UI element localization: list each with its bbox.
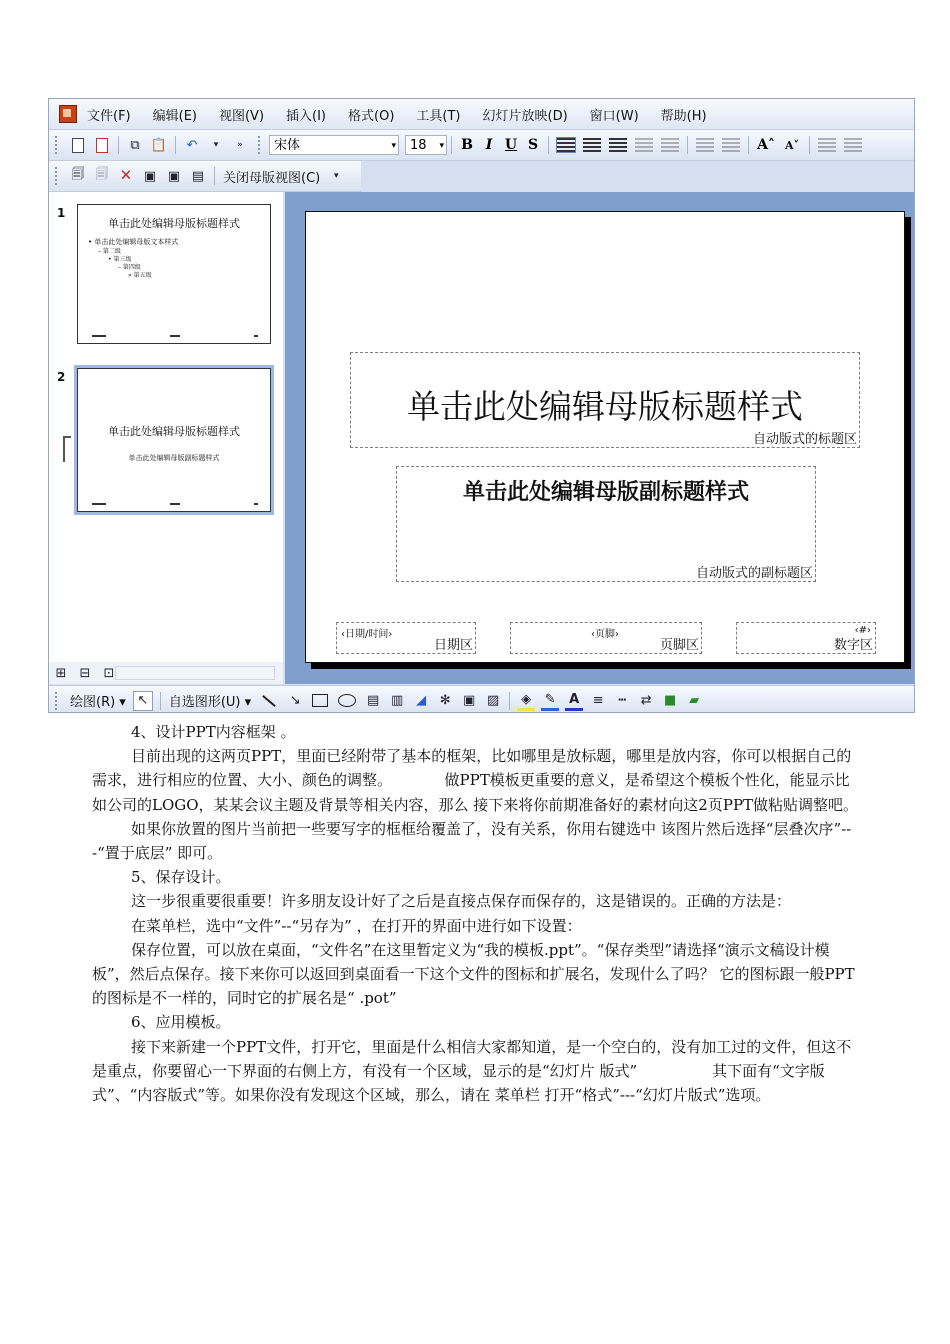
footer-area-label: 页脚区: [659, 638, 699, 653]
bold-button[interactable]: B: [461, 137, 473, 153]
increase-indent-icon[interactable]: [844, 138, 862, 152]
master-layout-icon[interactable]: ▤: [191, 168, 205, 184]
subtitle-area-label: 自动版式的副标题区: [695, 566, 813, 581]
align-center-icon[interactable]: [583, 138, 601, 152]
menu-tools[interactable]: 工具(T): [416, 108, 461, 124]
subtitle-text[interactable]: 单击此处编辑母版副标题样式: [462, 480, 749, 505]
menu-bar: [49, 99, 914, 130]
textbox-icon[interactable]: ▤: [367, 693, 380, 708]
picture-icon[interactable]: ▨: [487, 693, 500, 708]
shadow-style-icon[interactable]: ■: [664, 693, 677, 708]
body-paragraph: 如果你放置的图片当前把一些要写字的框框给覆盖了，没有关系，你用右键选中 该图片然后选择“层叠次序”---“置于底层” 即可。: [92, 819, 852, 863]
vertical-textbox-icon[interactable]: ▥: [391, 693, 404, 708]
powerpoint-app-icon[interactable]: [59, 105, 77, 123]
thumbnail-bullet: – 第四级: [118, 264, 141, 271]
3d-style-icon[interactable]: ▰: [689, 693, 700, 708]
slide-thumbnail-2[interactable]: [77, 368, 271, 512]
delete-master-icon[interactable]: 🗙: [121, 167, 131, 182]
columns-icon[interactable]: [661, 138, 679, 152]
body-paragraph: 在菜单栏，选中“文件”--“另存为” ，在打开的界面中进行如下设置：: [131, 916, 582, 935]
date-placeholder[interactable]: [336, 622, 476, 654]
toolbar-grip[interactable]: [55, 167, 60, 185]
master-view-toolbar: [49, 161, 361, 192]
thumbnail-number: 1: [57, 206, 66, 220]
line-color-icon[interactable]: ✎: [541, 690, 559, 711]
new-file-icon[interactable]: [69, 136, 87, 154]
heading-step-5: 5、保存设计。: [131, 868, 231, 887]
grow-font-button[interactable]: A˄: [757, 137, 775, 153]
copy-icon[interactable]: ⧉: [130, 137, 140, 153]
shadow-button[interactable]: S: [527, 137, 539, 153]
line-tool-icon[interactable]: [262, 695, 276, 707]
title-area-label: 自动版式的标题区: [752, 432, 857, 447]
slide-thumbnail-pane: [49, 192, 283, 662]
rectangle-tool-icon[interactable]: [312, 694, 328, 707]
preserve-master-icon[interactable]: ▣: [143, 168, 157, 184]
align-right-icon[interactable]: [609, 138, 627, 152]
autoshapes-button[interactable]: 自选图形(U) ▾: [168, 695, 252, 710]
ppt-window-screenshot: [48, 98, 915, 713]
toolbar-options-icon[interactable]: »: [237, 140, 243, 150]
thumbnail-bullet: » 第五级: [128, 272, 152, 279]
fill-color-icon[interactable]: ◈: [517, 690, 535, 711]
font-color-icon[interactable]: A: [565, 690, 583, 711]
oval-tool-icon[interactable]: [338, 694, 356, 707]
font-dropdown-icon[interactable]: ▾: [391, 141, 396, 151]
menu-file[interactable]: 文件(F): [87, 108, 131, 124]
body-paragraph: 目前出现的这两页PPT，里面已经附带了基本的框架，比如哪里是放标题，哪里是放内容，你可以根据自己的需求，进行相应的位置、大小、颜色的调整。 做PPT模板更重要的意义，是希望这个模板个性化，能显示比如公司的LOGO，某某会议主题及背景等相关内容，那么 接下来将你前期准备好的素材向这2页PPT做粘贴调整吧。: [92, 747, 859, 814]
size-dropdown-icon[interactable]: ▾: [439, 141, 444, 151]
thumbnail-bullet: • 单击此处编辑母版文本样式: [88, 238, 179, 246]
slide-thumbnail-1[interactable]: [77, 204, 271, 344]
bullets-icon[interactable]: [722, 138, 740, 152]
title-text[interactable]: 单击此处编辑母版标题样式: [407, 387, 803, 426]
thumbnail-bullet: • 第三级: [108, 256, 132, 263]
title-placeholder[interactable]: [350, 352, 860, 448]
insert-title-master-icon[interactable]: 🗐: [95, 167, 109, 182]
master-link-connector: [63, 436, 71, 462]
distribute-icon[interactable]: [635, 138, 653, 152]
toolbar-grip[interactable]: [55, 136, 60, 154]
align-left-icon[interactable]: [557, 138, 575, 152]
number-placeholder[interactable]: [736, 622, 876, 654]
undo-icon[interactable]: ↶: [186, 137, 198, 153]
formatting-toolbar: [49, 130, 914, 161]
thumbnail-title: 单击此处编辑母版标题样式: [108, 425, 240, 438]
menu-window[interactable]: 窗口(W): [589, 108, 639, 124]
menu-edit[interactable]: 编辑(E): [152, 108, 197, 124]
thumbnail-number: 2: [57, 370, 66, 384]
close-master-view-button[interactable]: 关闭母版视图(C): [223, 170, 321, 186]
toolbar-options-icon[interactable]: ▾: [333, 171, 339, 181]
horizontal-scrollbar[interactable]: [115, 666, 275, 680]
slide-master-canvas[interactable]: [305, 211, 905, 663]
paste-icon[interactable]: 📋: [150, 137, 168, 153]
rename-master-icon[interactable]: ▣: [167, 168, 181, 184]
thumbnail-subtitle: 单击此处编辑母版副标题样式: [128, 454, 220, 462]
line-style-icon[interactable]: ≡: [592, 693, 604, 708]
thumbnail-bullet: – 第二级: [98, 248, 121, 255]
footer-placeholder[interactable]: [510, 622, 702, 654]
dash-style-icon[interactable]: ┅: [618, 693, 627, 708]
subtitle-placeholder[interactable]: [396, 466, 816, 582]
slideshow-view-icon[interactable]: ⊡: [103, 665, 115, 681]
number-field: ‹#›: [854, 625, 871, 636]
menu-help[interactable]: 帮助(H): [660, 108, 707, 124]
body-paragraph: 保存位置，可以放在桌面，“文件名”在这里暂定义为“我的模板.ppt”。“保存类型”请选择“演示文稿设计模板”，然后点保存。接下来你可以返回到桌面看一下这个文件的图标和扩展名，发现什么了吗？ 它的图标跟一般PPT的图标是不一样的，同时它的扩展名是“ .pot”: [92, 940, 855, 1008]
date-field: ‹日期/时间›: [341, 629, 393, 640]
thumbnail-title: 单击此处编辑母版标题样式: [108, 217, 240, 230]
insert-slide-master-icon[interactable]: 🗐: [71, 167, 85, 182]
slide-sorter-icon[interactable]: ⊟: [79, 665, 91, 681]
draw-menu-button[interactable]: 绘图(R) ▾: [70, 695, 126, 710]
body-paragraph: 这一步很重要很重要！许多朋友设计好了之后是直接点保存而保存的，这是错误的。正确的方法是：: [131, 892, 792, 911]
heading-step-6: 6、应用模板。: [131, 1013, 231, 1032]
arrow-style-icon[interactable]: ⇄: [640, 693, 652, 708]
permission-icon[interactable]: [93, 136, 111, 154]
font-name-box[interactable]: 宋体 ▾: [269, 135, 399, 155]
footer-field: ‹页脚›: [591, 629, 619, 640]
drawing-toolbar: [49, 685, 914, 713]
body-paragraph: 接下来新建一个PPT文件，打开它，里面是什么相信大家都知道，是一个空白的，没有加工过的文件，但这不是重点，你要留心一下界面的右侧上方，有没有一个区域，显示的是“幻灯片 版式” 其下面有“文字版式”、“内容版式”等。如果你没有发现这个区域，那么，请在 菜单栏 打开“格式”---“幻灯片版式”选项。: [92, 1037, 852, 1105]
decrease-indent-icon[interactable]: [818, 138, 836, 152]
select-objects-icon[interactable]: ↖: [133, 691, 153, 711]
menu-format[interactable]: 格式(O): [348, 108, 395, 124]
toolbar-grip[interactable]: [55, 692, 60, 710]
undo-dropdown-icon[interactable]: ▾: [213, 140, 219, 150]
document-body: [92, 720, 862, 1107]
font-size-box[interactable]: 18 ▾: [405, 135, 447, 155]
underline-button[interactable]: U: [504, 137, 518, 153]
normal-view-icon[interactable]: ⊞: [55, 665, 67, 681]
wordart-icon[interactable]: ◢: [416, 693, 427, 708]
heading-step-4: 4、设计PPT内容框架 。: [131, 723, 296, 741]
number-area-label: 数字区: [833, 638, 873, 653]
menu-insert[interactable]: 插入(I): [286, 108, 327, 124]
diagram-icon[interactable]: ✻: [439, 693, 451, 708]
clipart-icon[interactable]: ▣: [463, 693, 476, 708]
menu-view[interactable]: 视图(V): [218, 108, 265, 124]
italic-button[interactable]: I: [485, 137, 493, 153]
arrow-tool-icon[interactable]: ↘: [289, 693, 301, 708]
shrink-font-button[interactable]: A˅: [784, 138, 800, 152]
date-area-label: 日期区: [433, 638, 473, 653]
menu-slideshow[interactable]: 幻灯片放映(D): [482, 108, 568, 124]
numbering-icon[interactable]: [696, 138, 714, 152]
